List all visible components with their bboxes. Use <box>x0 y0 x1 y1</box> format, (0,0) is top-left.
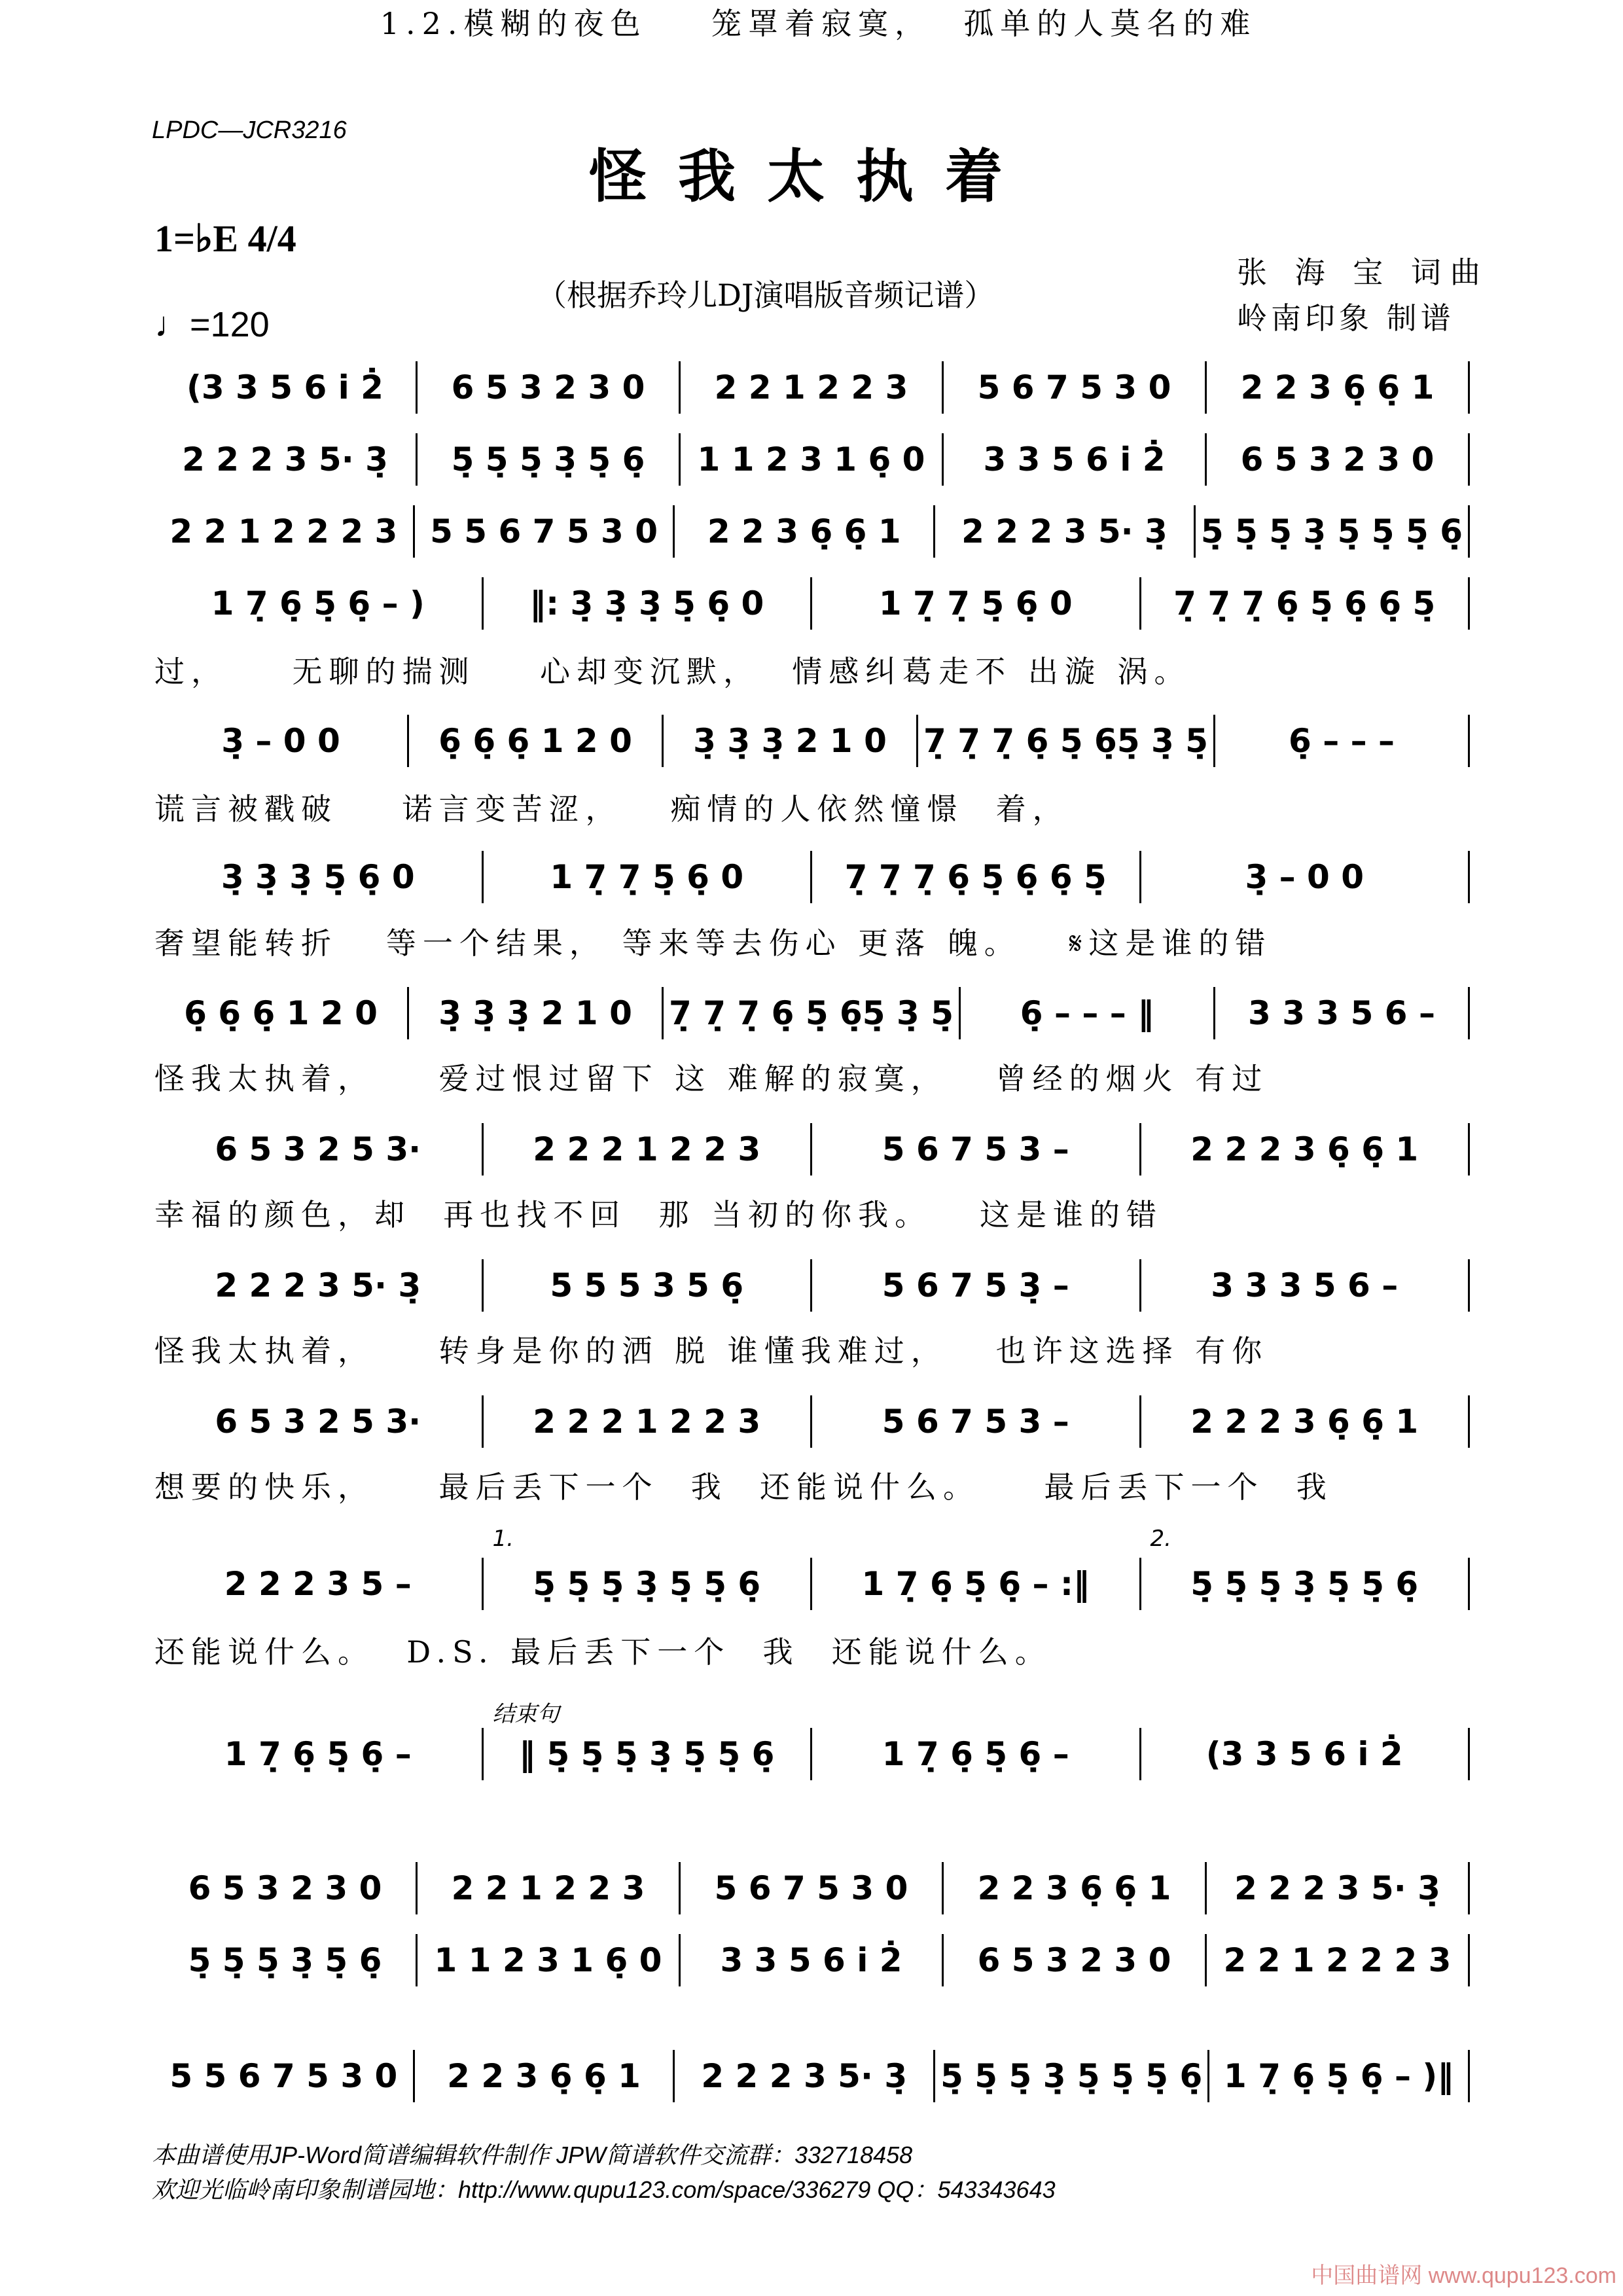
bar-line <box>1468 1934 1470 1986</box>
measure: 2 2 2 3 5· 3̣ <box>215 1266 421 1304</box>
score-row <box>154 987 1470 1039</box>
song-title: 怪我太执着 <box>588 142 1034 210</box>
score-row <box>154 851 1470 903</box>
lyric-line: 想要的快乐， 最后丢下一个 我 还能说什么。 最后丢下一个 我 <box>154 1469 1333 1505</box>
measure: 5 6 7 5 3 – <box>882 1403 1069 1441</box>
measure: 3 3 3 5 6 – <box>1211 1266 1399 1304</box>
measure: 2 2 3 6̣ 6̣ 1 <box>707 512 901 550</box>
measure: 3̣ 3̣ 3̣ 2 1 0 <box>693 722 887 760</box>
measure: 2 2 2 3 6̣ 6̣ 1 <box>1190 1403 1419 1441</box>
measure: 6̣ 6̣ 6̣ 1 2 0 <box>184 994 378 1032</box>
measure: 6̣ – – – <box>1289 722 1395 760</box>
score-row <box>154 1934 1470 1986</box>
score-row <box>154 1701 1470 1780</box>
measure: 5̣ 5̣ 5̣ 3̣ 5̣ 5̣ 5̣ 6̣ <box>1200 512 1463 550</box>
measure: 6 5 3 2 3 0 <box>1240 440 1435 478</box>
lyric-line: 奢望能转折 等一个结果， 等来等去伤心 更落 魄。 𝄋这是谁的错 <box>154 925 1272 961</box>
score-row <box>154 1259 1470 1312</box>
measure: 5 5 6 7 5 3 0 <box>430 512 658 550</box>
measure: 3̣ 3̣ 3̣ 2 1 0 <box>438 994 632 1032</box>
score-row <box>154 577 1470 630</box>
measure: 5 6 7 5 3 0 <box>977 368 1171 406</box>
score-row <box>154 1862 1470 1914</box>
measure: 5̣ 5̣ 5̣ 3̣ 5̣ 6̣ <box>188 1941 382 1979</box>
bar-line <box>1468 1862 1470 1914</box>
lyric-line: 谎言被戳破 诺言变苦涩， 痴情的人依然憧憬 着， <box>154 791 1069 827</box>
measure: 2 2 2 3 6̣ 6̣ 1 <box>1190 1130 1419 1168</box>
lyric-line: 还能说什么。 D.S. 最后丢下一个 我 还能说什么。 <box>154 1634 1052 1670</box>
score-row <box>154 1526 1470 1610</box>
measure: 2 2 2 3 5· 3̣ <box>182 440 388 478</box>
score-row <box>154 715 1470 767</box>
measure: 2 2 3 6̣ 6̣ 1 <box>447 2057 641 2095</box>
arranger-credit: 岭南印象 制谱 <box>1237 300 1455 336</box>
measure: 2 2 3 6̣ 6̣ 1 <box>977 1869 1171 1907</box>
measure: 2 2 2 1 2 2 3 <box>533 1403 761 1441</box>
measure: 7̣ 7̣ 7̣ 6̣ 5̣ 6̣ 6̣ 5̣ <box>844 858 1107 896</box>
measure: ‖: 3̣ 3̣ 3̣ 5̣ 6̣ 0 <box>529 584 764 622</box>
lyric-line: 过， 无聊的揣测 心却变沉默， 情感纠葛走不 出漩 涡。 <box>154 654 1191 689</box>
measure: 1 1 2 3 1 6̣ 0 <box>434 1941 662 1979</box>
subtitle: （根据乔玲儿DJ演唱版音频记谱） <box>537 278 995 313</box>
measure: 5̣ 5̣ 5̣ 3̣ 5̣ 6̣ <box>451 440 645 478</box>
measure: 5̣ 5̣ 5̣ 3̣ 5̣ 5̣ 6̣ 2. <box>1150 1526 1419 1603</box>
bar-line <box>1468 1395 1470 1448</box>
watermark-logo: 中国曲谱网 www.qupu123.com <box>1311 2263 1616 2288</box>
measure: 2 2 2 1 2 2 3 <box>533 1130 761 1168</box>
measure: 6 5 3 2 3 0 <box>977 1941 1171 1979</box>
volta-marking: 结束句 <box>492 1701 560 1727</box>
lyric-line: 幸福的颜色，却 再也找不回 那 当初的你我。 这是谁的错 <box>154 1197 1163 1232</box>
measure: 3̣ 3̣ 3̣ 5̣ 6̣ 0 <box>221 858 415 896</box>
measure: 6 5 3 2 5 3· <box>215 1130 421 1168</box>
measure: 5 5 6 7 5 3 0 <box>169 2057 398 2095</box>
measure: 2 2 3 6̣ 6̣ 1 <box>1240 368 1435 406</box>
measure: 6 5 3 2 3 0 <box>188 1869 382 1907</box>
score-row <box>154 1123 1470 1175</box>
bar-line <box>1468 851 1470 903</box>
bar-line <box>1468 987 1470 1039</box>
measure: 5 6 7 5 3 – <box>882 1130 1069 1168</box>
measure: 3 3 5 6 i̇ 2̇ <box>983 440 1166 478</box>
measure: 5 6 7 5 3 0 <box>714 1869 908 1907</box>
measure: (3 3 5 6 i̇ 2̇ <box>1205 1735 1403 1773</box>
volta-marking: 1. <box>492 1526 514 1552</box>
measure: 5 5 5 3 5 6̣ <box>550 1266 744 1304</box>
bar-line <box>1468 1123 1470 1175</box>
footer-line-1: 本曲谱使用JP-Word简谱编辑软件制作 JPW简谱软件交流群：332718458 <box>152 2142 913 2168</box>
bar-line <box>1468 1728 1470 1780</box>
measure: 2 2 2 3 5· 3̣ <box>1234 1869 1440 1907</box>
score-code: LPDC—JCR3216 <box>152 117 347 144</box>
score-row <box>154 361 1470 414</box>
measure: 1 7̣ 6̣ 5̣ 6̣ – <box>224 1735 412 1773</box>
measure: 1 7̣ 7̣ 5̣ 6̣ 0 <box>550 858 744 896</box>
measure: 1 7̣ 6̣ 5̣ 6̣ – <box>882 1735 1069 1773</box>
score-row <box>154 2050 1470 2102</box>
measure: 1 7̣ 6̣ 5̣ 6̣ – )‖ <box>1224 2057 1454 2095</box>
measure: ‖ 5̣ 5̣ 5̣ 3̣ 5̣ 5̣ 6̣ 结束句 <box>484 1735 811 1773</box>
measure: 2 2 1 2 2 2 3 <box>1223 1941 1452 1979</box>
measure: 5̣ 5̣ 5̣ 3̣ 5̣ 5̣ 6̣ 1. <box>492 1526 761 1603</box>
measure: 3̣ – 0 0 <box>1245 858 1364 896</box>
composer-credit: 张 海 宝 词曲 <box>1237 255 1489 290</box>
bar-line <box>1468 505 1470 558</box>
lyric-line: 怪我太执着， 爱过恨过留下 这 难解的寂寞， 曾经的烟火 有过 <box>154 1061 1269 1096</box>
tempo-marking: ♩=120 <box>154 305 270 344</box>
lyric-line: 怪我太执着， 转身是你的洒 脱 谁懂我难过， 也许这选择 有你 <box>154 1333 1269 1369</box>
score-row <box>154 433 1470 486</box>
bar-line <box>1468 361 1470 414</box>
bar-line <box>1468 2050 1470 2102</box>
measure: 6 5 3 2 3 0 <box>451 368 645 406</box>
measure: 7̣ 7̣ 7̣ 6̣ 5̣ 6̣5̣ 3̣ 5̣ <box>923 722 1209 760</box>
measure: 6 5 3 2 5 3· <box>215 1403 421 1441</box>
measure: 2 2 2 3 5 – <box>224 1565 412 1603</box>
measure: 1 7̣ 6̣ 5̣ 6̣ – :‖ <box>861 1565 1090 1603</box>
measure: 2 2 2 3 5· 3̣ <box>961 512 1168 550</box>
key-signature: 1=♭E 4/4 <box>154 217 296 260</box>
measure: 6̣ – – – ‖ <box>1020 994 1154 1032</box>
measure: 5̣ 5̣ 5̣ 3̣ 5̣ 5̣ 5̣ 6̣ <box>940 2057 1203 2095</box>
measure: 2 2 1 2 2 3 <box>451 1869 645 1907</box>
bar-line <box>1468 433 1470 486</box>
measure: 1 7̣ 7̣ 5̣ 6̣ 0 <box>878 584 1073 622</box>
measure: 7̣ 7̣ 7̣ 6̣ 5̣ 6̣5̣ 3̣ 5̣ <box>669 994 954 1032</box>
measure: 1 1 2 3 1 6̣ 0 <box>697 440 925 478</box>
measure: 2 2 1 2 2 3 <box>714 368 908 406</box>
measure: 3̣ – 0 0 <box>221 722 340 760</box>
measure: 2 2 1 2 2 2 3 <box>169 512 398 550</box>
lyric-line: 1.2.模糊的夜色 笼罩着寂寞， 孤单的人莫名的难 <box>154 6 1257 41</box>
footer-line-2: 欢迎光临岭南印象制谱园地：http://www.qupu123.com/space/336279 QQ：543343643 <box>152 2176 1056 2203</box>
score-row <box>154 505 1470 558</box>
measure: (3 3 5 6 i̇ 2̇ <box>187 368 383 406</box>
bar-line <box>1468 1558 1470 1610</box>
measure: 7̣ 7̣ 7̣ 6̣ 5̣ 6̣ 6̣ 5̣ <box>1173 584 1436 622</box>
volta-marking: 2. <box>1150 1526 1171 1552</box>
measure: 3 3 3 5 6 – <box>1248 994 1436 1032</box>
measure: 1 7̣ 6̣ 5̣ 6̣ – ) <box>211 584 425 622</box>
score-row <box>154 1395 1470 1448</box>
bar-line <box>1468 577 1470 630</box>
measure: 5 6 7 5 3̣ – <box>882 1266 1069 1304</box>
measure: 3 3 5 6 i̇ 2̇ <box>720 1941 902 1979</box>
bar-line <box>1468 715 1470 767</box>
measure: 6̣ 6̣ 6̣ 1 2 0 <box>438 722 632 760</box>
measure: 2 2 2 3 5· 3̣ <box>701 2057 908 2095</box>
bar-line <box>1468 1259 1470 1312</box>
